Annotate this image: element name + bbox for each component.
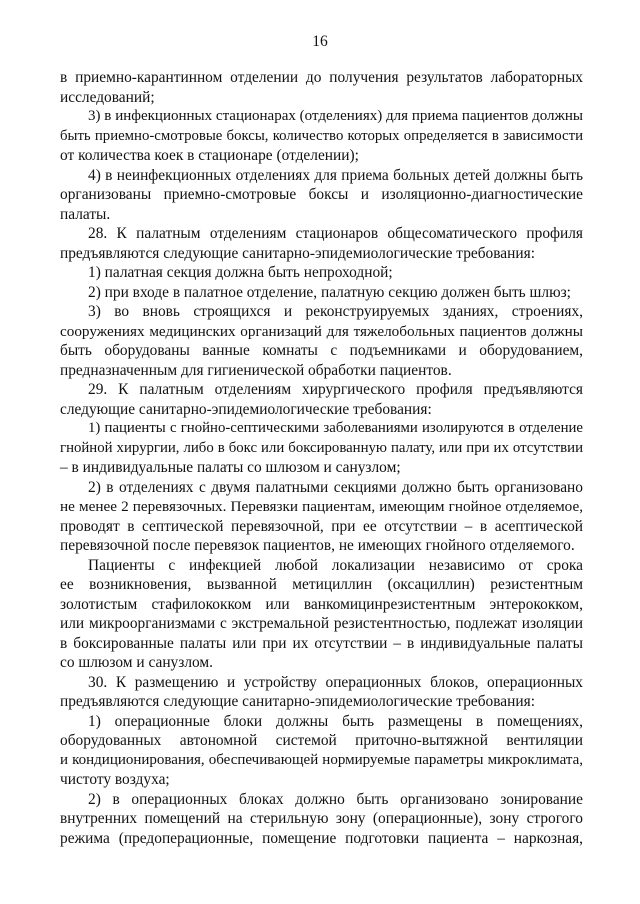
text-line: следующие санитарно-эпидемиологические требования: <box>60 400 432 418</box>
paragraph-28 <box>60 224 583 263</box>
paragraph-29-infection <box>60 556 583 673</box>
paragraph-28-1 <box>60 263 583 283</box>
text-line: 3) во вновь строящихся и реконструируемых зданиях, строениях, <box>88 303 583 320</box>
text-line: не менее 2 перевязочных. Перевязки пациентам, имеющим гнойное отделяемое, <box>60 498 583 515</box>
text-line: со шлюзом и санузлом. <box>60 654 213 671</box>
text-line: или микроорганизмами с экстремальной резистентностью, подлежат изоляции <box>60 615 583 632</box>
text-line: 2) в операционных блоках должно быть организовано зонирование <box>88 790 583 808</box>
paragraph-29 <box>60 380 583 419</box>
paragraph-30 <box>60 673 583 712</box>
text-line: золотистым стафилококком или ванкомицинрезистентным энтерококком, <box>60 595 583 613</box>
text-line: предназначенным для гигиенической обработки пациентов. <box>60 361 452 379</box>
text-line: Пациенты с инфекцией любой локализации независимо от срока <box>88 556 583 574</box>
text-line: 3) в инфекционных стационарах (отделениях) для приема пациентов должны <box>88 108 583 124</box>
text-line: от количества коек в стационаре (отделении); <box>60 147 359 164</box>
text-line: – в индивидуальные палаты со шлюзом и санузлом; <box>60 459 401 476</box>
paragraph-item-4 <box>60 166 583 225</box>
text-line: 30. К размещению и устройству операционных блоков, операционных <box>88 673 583 691</box>
paragraph-30-2 <box>60 790 583 849</box>
page-number: 16 <box>312 33 328 50</box>
text-line: гнойной хирургии, либо в бокс или боксированную палату, или при их отсутствии <box>60 439 583 456</box>
text-line: предъявляются следующие санитарно-эпидемиологические требования: <box>60 693 535 710</box>
text-line: предъявляются следующие санитарно-эпидемиологические требования: <box>60 244 535 262</box>
text-line: в боксированные палаты или при их отсутствии – в индивидуальные палаты <box>60 634 583 652</box>
text-line: организованы приемно-смотровые боксы и изоляционно-диагностические <box>60 186 583 203</box>
text-line: 4) в неинфекционных отделениях для приема больных детей должны быть <box>88 166 583 184</box>
paragraph-28-2 <box>60 283 583 303</box>
text-line: 28. К палатным отделениям стационаров общесоматического профиля <box>88 225 583 242</box>
text-line: быть приемно-смотровые боксы, количество которых определяется в зависимости <box>60 127 583 144</box>
text-line: внутренних помещений на стерильную зону (операционные), зону строгого <box>60 810 583 827</box>
text-line: 1) пациенты с гнойно-септическими заболеваниями изолируются в отделение <box>88 420 583 436</box>
text-line: 2) в отделениях с двумя палатными секциями должно быть организовано <box>88 478 583 496</box>
text-line: в приемно-карантинном отделении до получения результатов лабораторных <box>60 69 583 86</box>
text-line: ее возникновения, вызванной метициллин (оксациллин) резистентным <box>60 576 583 593</box>
text-line: 1) палатная секция должна быть непроходной; <box>88 264 393 281</box>
document-body <box>60 68 583 848</box>
text-line: сооружениях медицинских организаций для тяжелобольных пациентов должны <box>60 322 583 340</box>
paragraph-continuation <box>60 68 583 107</box>
paragraph-28-3 <box>60 302 583 380</box>
text-line: 2) при входе в палатное отделение, палатную секцию должен быть шлюз; <box>88 283 571 301</box>
paragraph-29-1 <box>60 419 583 478</box>
paragraph-30-1 <box>60 712 583 790</box>
paragraph-29-2 <box>60 478 583 556</box>
text-line: режима (предоперационные, помещение подготовки пациента – наркозная, <box>60 829 583 847</box>
text-line: палаты. <box>60 205 111 223</box>
text-line: 1) операционные блоки должны быть размещены в помещениях, <box>88 712 583 730</box>
text-line: и кондиционирования, обеспечивающей нормируемые параметры микроклимата, <box>60 751 583 768</box>
text-line: быть оборудованы ванные комнаты с подъемниками и оборудованием, <box>60 342 583 359</box>
text-line: оборудованных автономной системой приточно-вытяжной вентиляции <box>60 732 583 749</box>
text-line: 29. К палатным отделениям хирургического профиля предъявляются <box>88 381 583 398</box>
text-line: исследований; <box>60 88 155 106</box>
paragraph-item-3 <box>60 107 583 166</box>
text-line: перевязочной после перевязок пациентов, не имеющих гнойного отделяемого. <box>60 537 575 554</box>
text-line: чистоту воздуха; <box>60 771 170 788</box>
text-line: проводят в септической перевязочной, при ее отсутствии – в асептической <box>60 517 583 535</box>
